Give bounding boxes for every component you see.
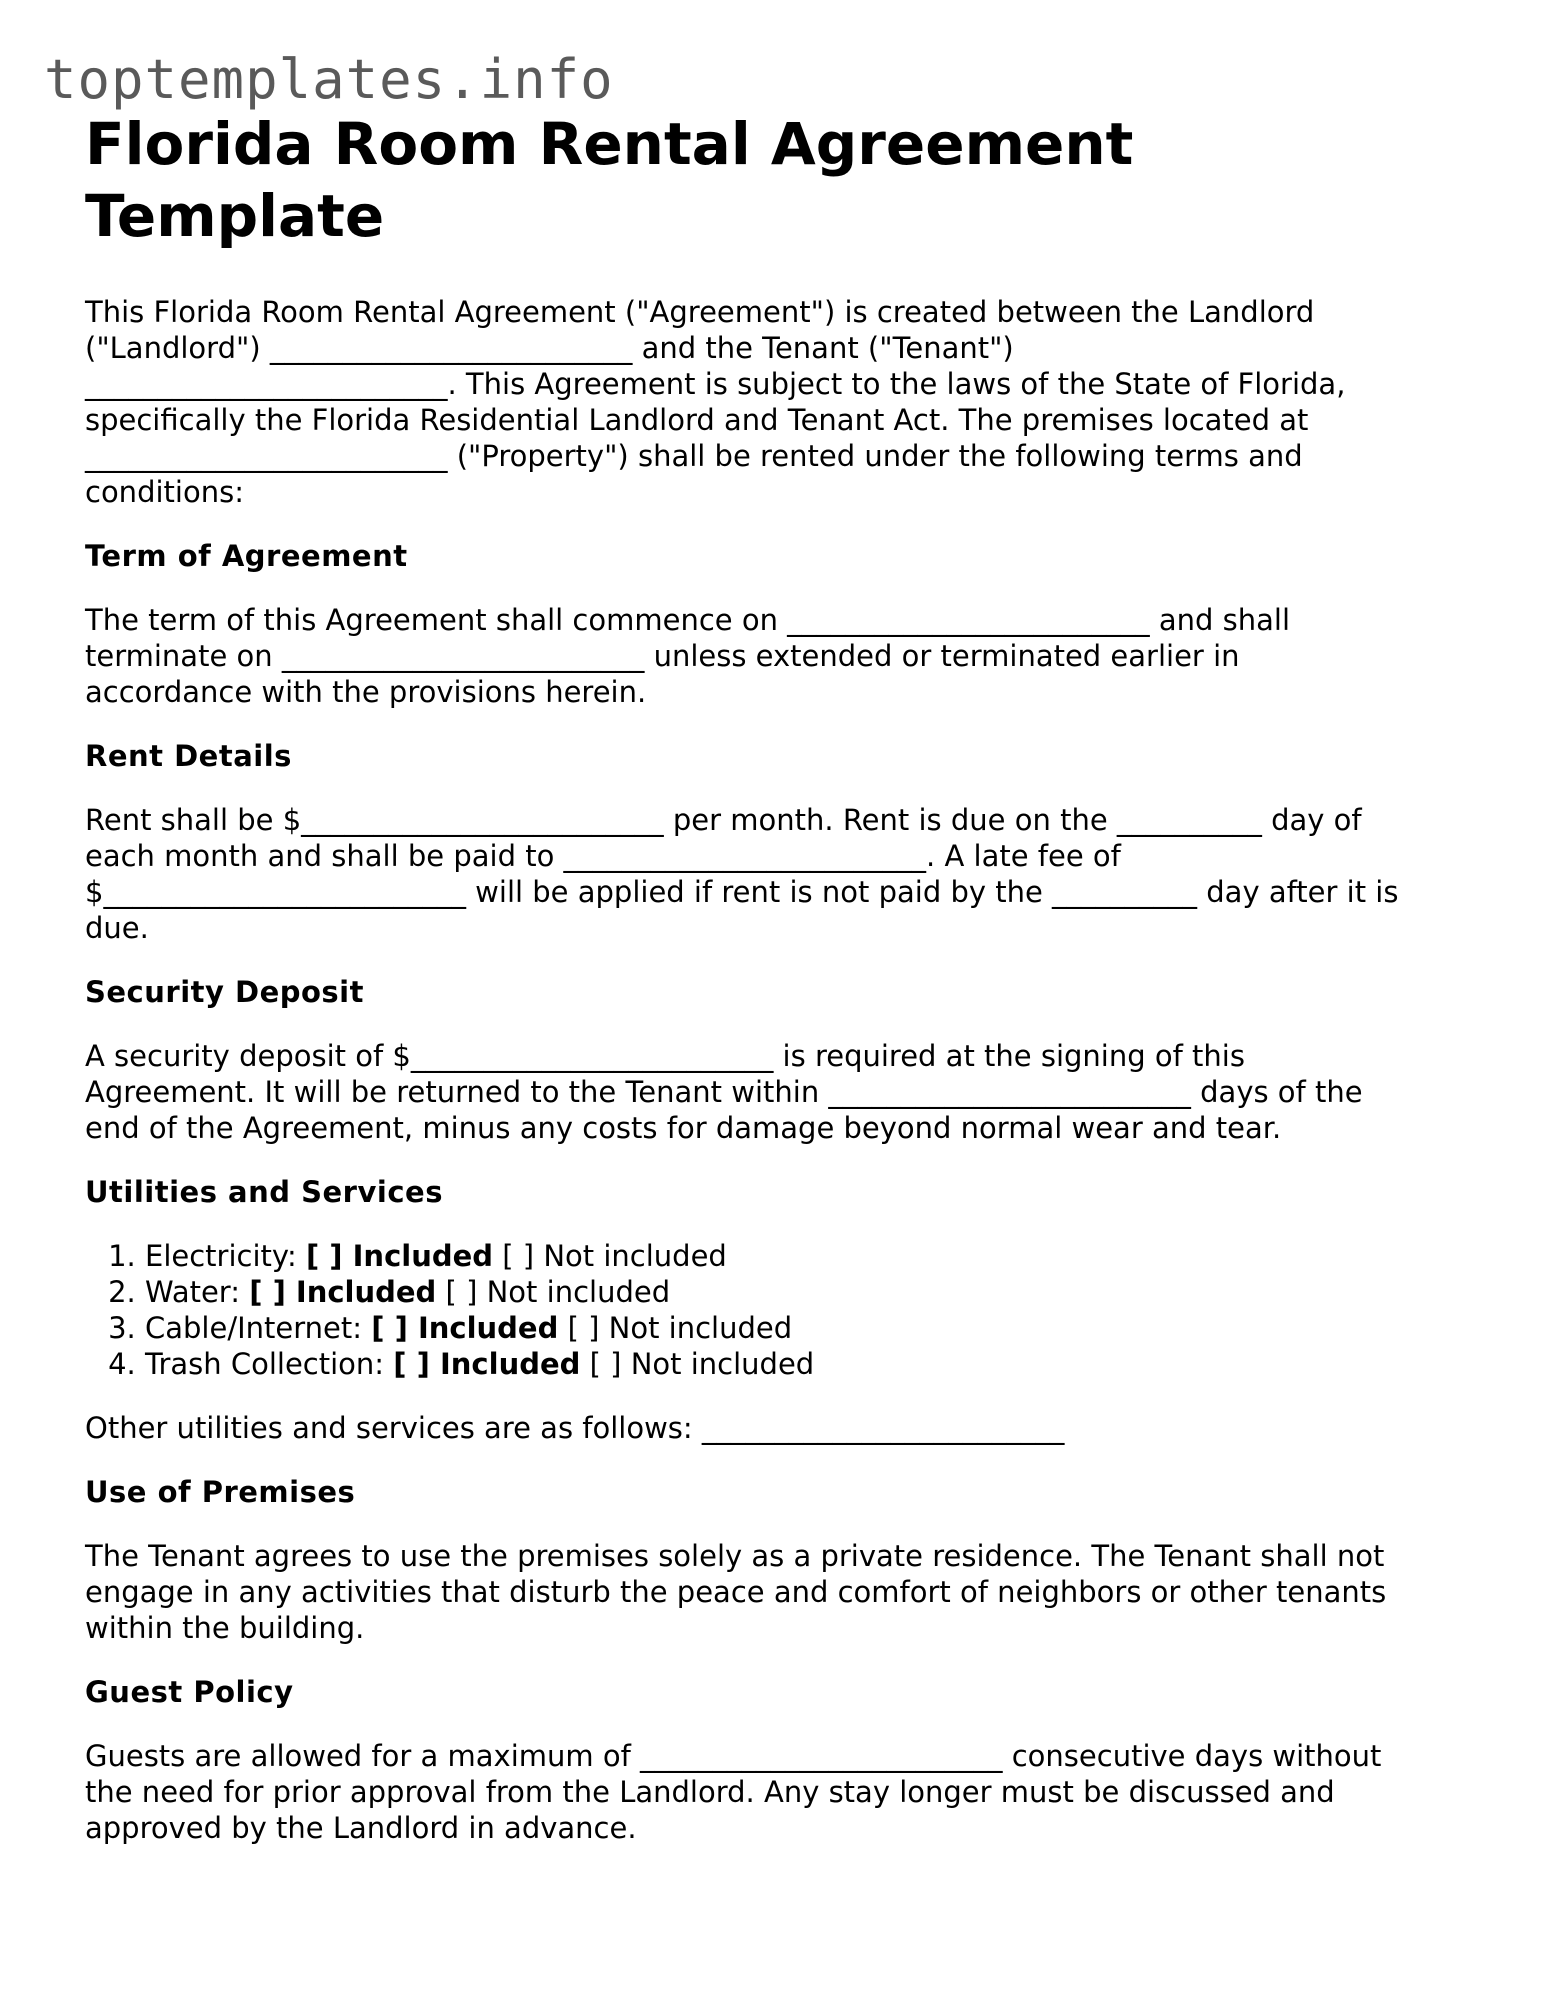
utility-item-trash-collection [145, 1346, 1485, 1382]
premises-heading: Use of Premises [85, 1475, 356, 1509]
included-option: [ ] Included [371, 1311, 559, 1345]
term-heading: Term of Agreement [85, 539, 408, 573]
intro-line: conditions: [85, 475, 244, 509]
included-option: [ ] Included [249, 1275, 437, 1309]
deposit-line: A security deposit of $_________________________ is required at the signing of this [85, 1039, 1245, 1073]
document-body [85, 108, 1485, 1846]
term-line: The term of this Agreement shall commence on _________________________ and shall [85, 603, 1291, 637]
term-paragraph [85, 602, 1485, 710]
utility-label: Water: [145, 1275, 250, 1309]
rent-paragraph [85, 802, 1485, 946]
guest-line: Guests are allowed for a maximum of _________________________ consecutive days without [85, 1739, 1382, 1773]
utilities-heading: Utilities and Services [85, 1175, 443, 1209]
utility-item-electricity [145, 1238, 1485, 1274]
title-line-1: Florida Room Rental Agreement [85, 110, 1134, 178]
utility-item-water [145, 1274, 1485, 1310]
not-included-option: [ ] Not included [493, 1239, 727, 1273]
not-included-option: [ ] Not included [436, 1275, 671, 1309]
intro-line: ("Landlord") _________________________ and the Tenant ("Tenant") [85, 331, 1014, 365]
rent-line: each month and shall be paid to _________________________. A late fee of [85, 839, 1121, 873]
other-utilities-line: Other utilities and services are as follows: _________________________ [85, 1411, 1065, 1445]
rent-heading: Rent Details [85, 739, 292, 773]
intro-line: specifically the Florida Residential Landlord and Tenant Act. The premises located at [85, 403, 1309, 437]
utility-item-cable-internet [145, 1310, 1485, 1346]
watermark: toptemplates.info [44, 48, 614, 111]
page-title [85, 108, 1485, 252]
intro-paragraph [85, 294, 1485, 510]
deposit-heading: Security Deposit [85, 975, 364, 1009]
guest-line: the need for prior approval from the Landlord. Any stay longer must be discussed and [85, 1775, 1335, 1809]
utility-label: Cable/Internet: [145, 1311, 372, 1345]
premises-line: engage in any activities that disturb the peace and comfort of neighbors or other tenants [85, 1575, 1387, 1609]
rent-line: Rent shall be $_________________________ per month. Rent is due on the __________ day of [85, 803, 1362, 837]
included-option: [ ] Included [305, 1239, 494, 1273]
deposit-line: Agreement. It will be returned to the Tenant within _________________________ days of the [85, 1075, 1363, 1109]
intro-line: _________________________ ("Property") shall be rented under the following terms and [85, 439, 1303, 473]
rent-line: $_________________________ will be applied if rent is not paid by the __________ day after it is [85, 875, 1399, 909]
intro-line: This Florida Room Rental Agreement ("Agreement") is created between the Landlord [85, 295, 1315, 329]
premises-line: within the building. [85, 1611, 365, 1645]
not-included-option: [ ] Not included [580, 1347, 815, 1381]
guest-heading: Guest Policy [85, 1675, 294, 1709]
not-included-option: [ ] Not included [558, 1311, 793, 1345]
utility-label: Electricity: [145, 1239, 306, 1273]
guest-line: approved by the Landlord in advance. [85, 1811, 637, 1845]
intro-line: _________________________. This Agreement is subject to the laws of the State of Florida, [85, 367, 1346, 401]
title-line-2: Template [85, 182, 385, 250]
deposit-paragraph [85, 1038, 1485, 1146]
deposit-line: end of the Agreement, minus any costs for damage beyond normal wear and tear. [85, 1111, 1282, 1145]
premises-paragraph [85, 1538, 1485, 1646]
utility-label: Trash Collection: [145, 1347, 394, 1381]
term-line: terminate on _________________________ unless extended or terminated earlier in [85, 639, 1240, 673]
premises-line: The Tenant agrees to use the premises solely as a private residence. The Tenant shall not [85, 1539, 1385, 1573]
utilities-list [85, 1238, 1485, 1382]
guest-paragraph [85, 1738, 1485, 1846]
rent-line: due. [85, 911, 149, 945]
included-option: [ ] Included [393, 1347, 581, 1381]
other-utilities-paragraph [85, 1410, 1485, 1446]
term-line: accordance with the provisions herein. [85, 675, 647, 709]
